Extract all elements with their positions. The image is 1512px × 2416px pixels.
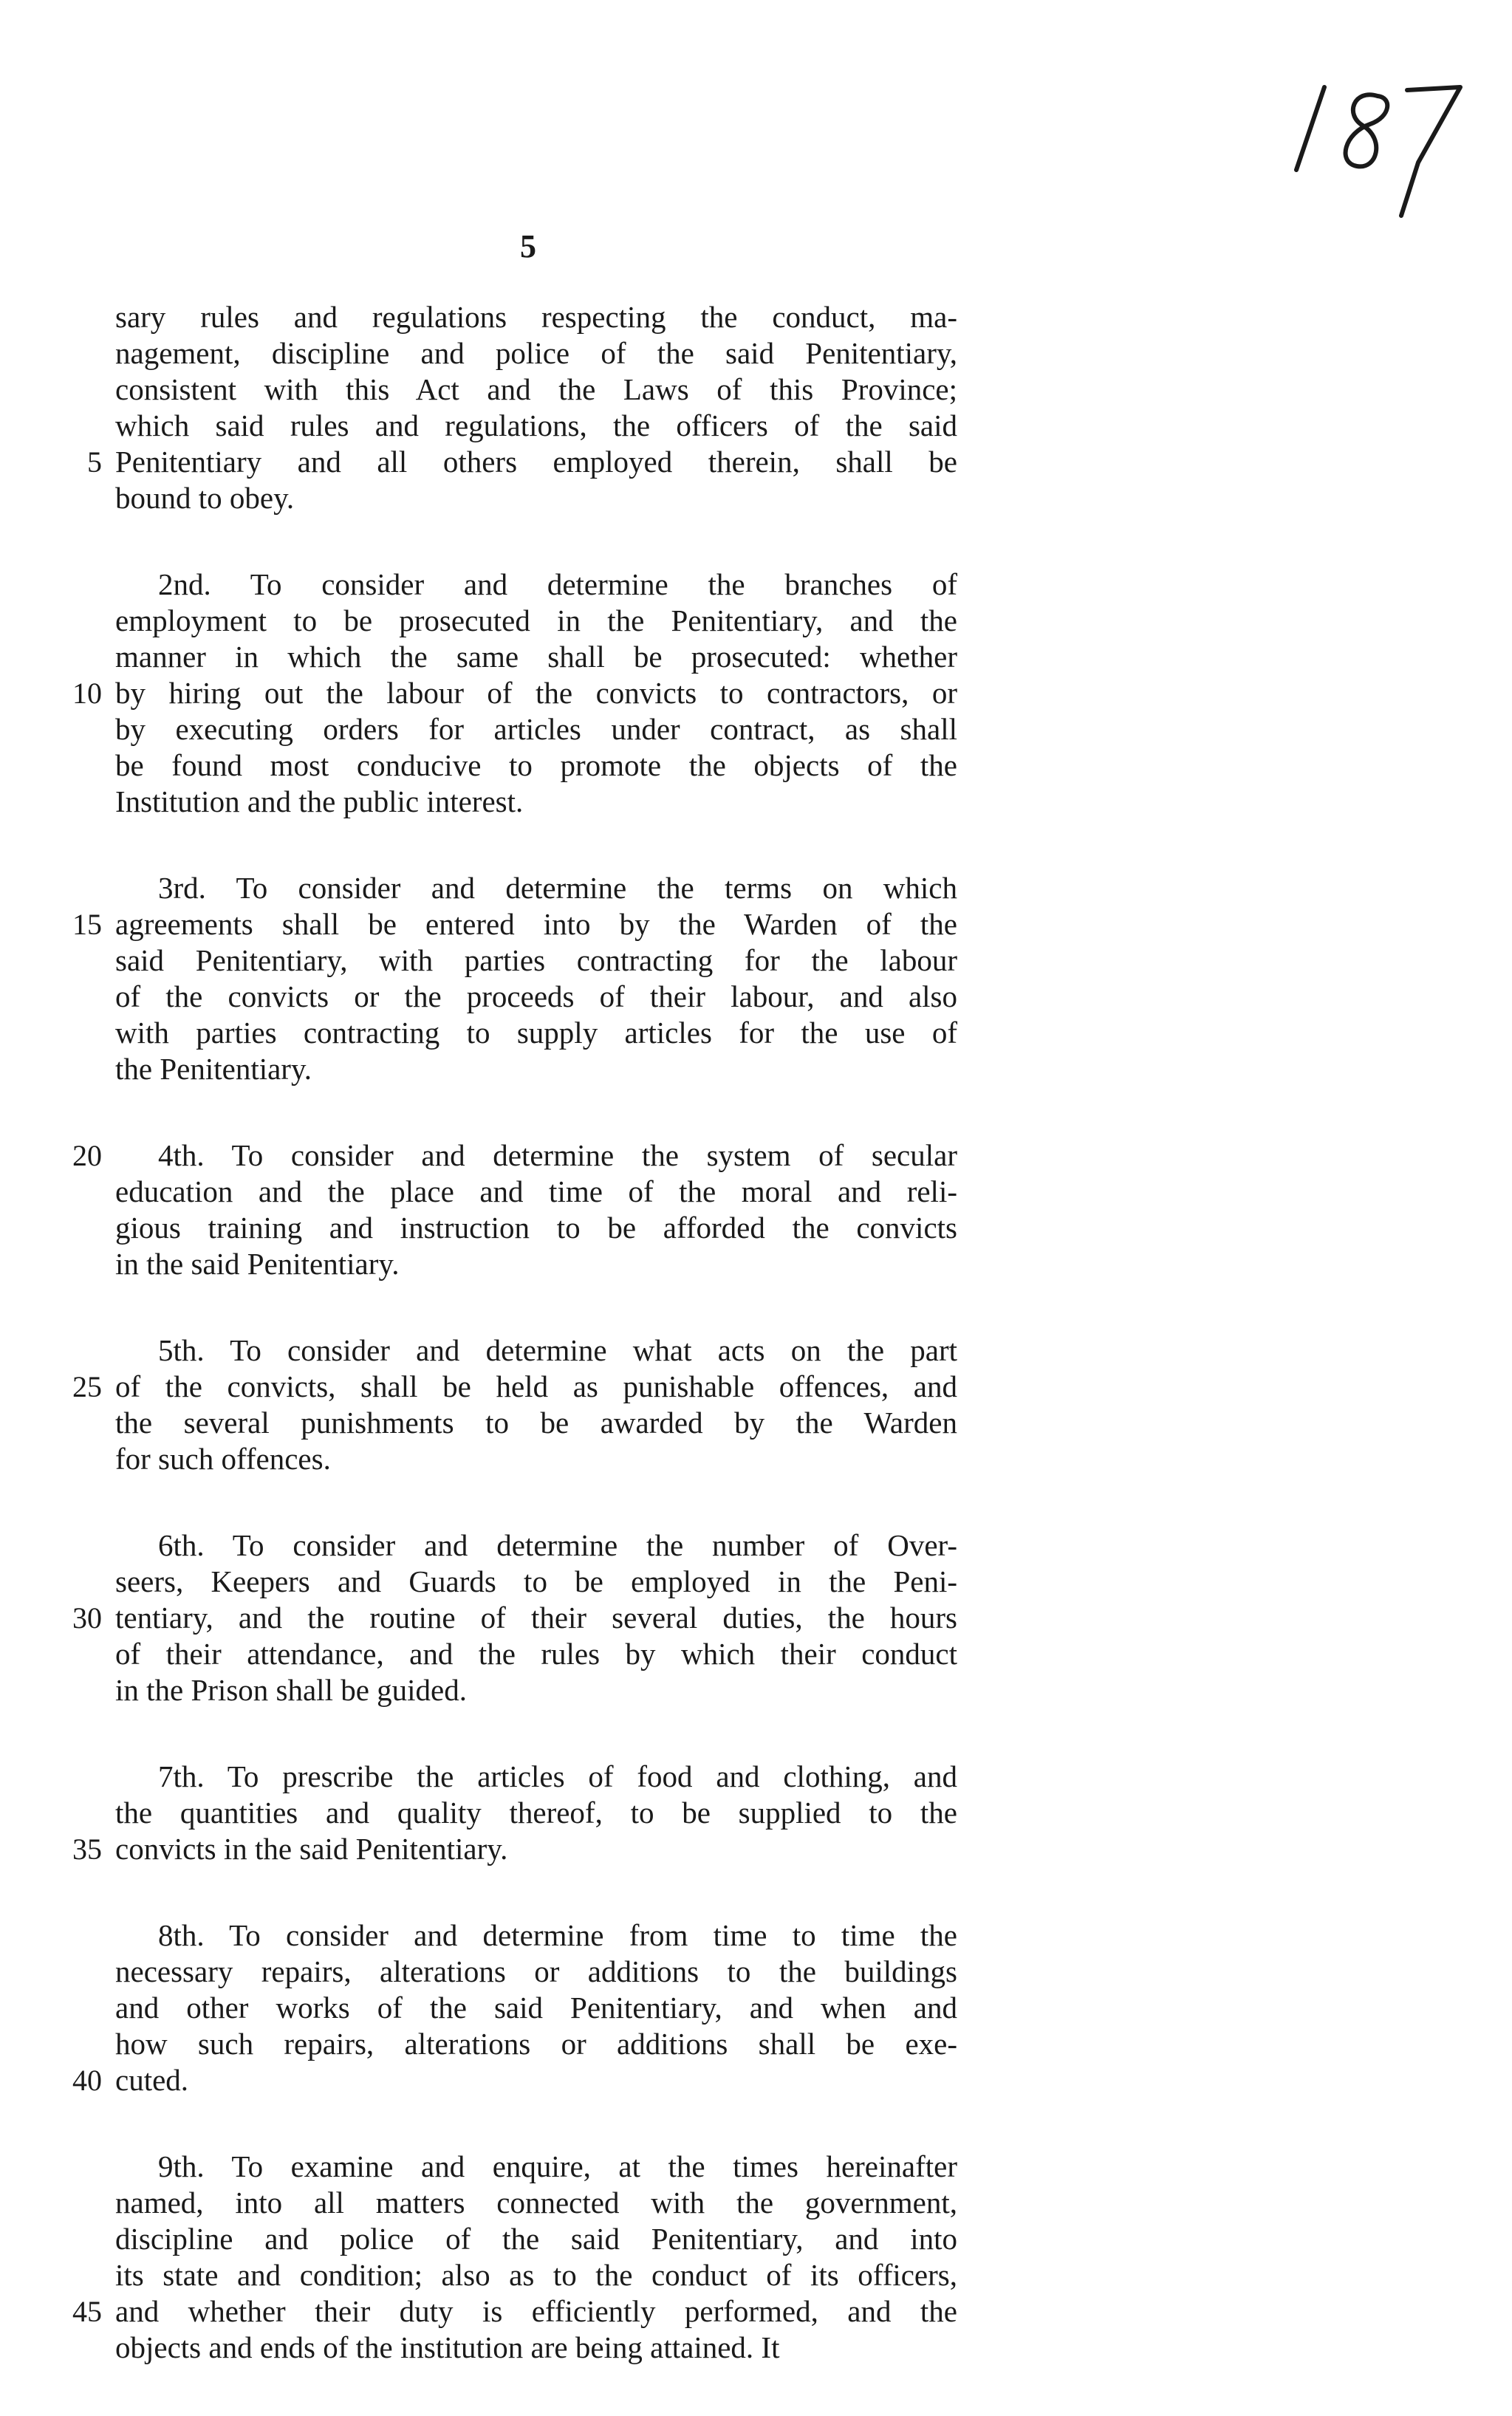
- line-number: 45: [72, 2295, 102, 2328]
- text-line: its state and condition; also as to the conduct of its officers,: [115, 2258, 957, 2292]
- text-line: employment to be prosecuted in the Penitentiary, and the: [115, 603, 957, 637]
- paragraph: [72, 1759, 957, 1867]
- text-line: discipline and police of the said Penitentiary, and into: [115, 2222, 957, 2256]
- line-number: 10: [72, 677, 102, 710]
- text-line: bound to obey.: [115, 481, 295, 515]
- text-line: of the convicts, shall be held as punishable offences, and: [115, 1369, 957, 1403]
- text-line: the several punishments to be awarded by the Warden: [115, 1406, 957, 1440]
- paragraph: [72, 1527, 957, 1708]
- paragraph: [72, 870, 957, 1087]
- text-line: objects and ends of the institution are being attained. It: [115, 2330, 780, 2364]
- text-line: manner in which the same shall be prosecuted: whether: [115, 640, 957, 674]
- text-line: convicts in the said Penitentiary.: [115, 1832, 508, 1866]
- text-line: the quantities and quality thereof, to be supplied to the: [115, 1796, 957, 1830]
- line-number: 30: [72, 1601, 102, 1635]
- text-line: 9th. To examine and enquire, at the times hereinafter: [158, 2149, 957, 2183]
- text-line: for such offences.: [115, 1442, 331, 1476]
- text-line: and whether their duty is efficiently performed, and the: [115, 2294, 957, 2328]
- paragraph: [72, 1332, 957, 1477]
- text-line: Institution and the public interest.: [115, 784, 524, 818]
- text-line: gious training and instruction to be afforded the convicts: [115, 1211, 957, 1245]
- handwritten-folio-mark: [1267, 44, 1488, 266]
- text-line: by executing orders for articles under contract, as shall: [115, 712, 957, 746]
- text-line: and other works of the said Penitentiary, and when and: [115, 1991, 957, 2025]
- text-line: 7th. To prescribe the articles of food and clothing, and: [158, 1759, 957, 1793]
- line-number: 20: [72, 1139, 102, 1172]
- text-line: agreements shall be entered into by the Warden of the: [115, 907, 957, 941]
- text-line: consistent with this Act and the Laws of this Province;: [115, 372, 957, 406]
- paragraph: [72, 1917, 957, 2098]
- paragraph: [72, 1137, 957, 1282]
- text-line: of the convicts or the proceeds of their labour, and also: [115, 979, 957, 1013]
- text-line: said Penitentiary, with parties contracting for the labour: [115, 943, 957, 977]
- page-number: 5: [520, 228, 536, 264]
- text-line: education and the place and time of the moral and reli-: [115, 1174, 957, 1208]
- text-line: by hiring out the labour of the convicts to contractors, or: [115, 676, 957, 710]
- text-line: the Penitentiary.: [115, 1052, 312, 1086]
- text-line: named, into all matters connected with the government,: [115, 2186, 957, 2220]
- text-line: 2nd. To consider and determine the branches of: [158, 567, 957, 601]
- text-line: of their attendance, and the rules by which their conduct: [115, 1637, 957, 1671]
- text-line: how such repairs, alterations or additions shall be exe-: [115, 2027, 957, 2061]
- text-line: be found most conducive to promote the objects of the: [115, 748, 957, 782]
- line-number: 15: [72, 908, 102, 941]
- text-line: 5th. To consider and determine what acts on the part: [158, 1333, 957, 1367]
- paragraph: [87, 299, 957, 516]
- text-line: 6th. To consider and determine the number of Over-: [158, 1528, 957, 1562]
- line-number: 5: [87, 445, 102, 479]
- line-number: 40: [72, 2064, 102, 2097]
- text-line: which said rules and regulations, the officers of the said: [115, 408, 957, 442]
- text-line: Penitentiary and all others employed therein, shall be: [115, 445, 957, 479]
- text-line: 4th. To consider and determine the system of secular: [158, 1138, 957, 1172]
- paragraph: [72, 2149, 957, 2366]
- text-line: cuted.: [115, 2063, 189, 2097]
- paragraph: [72, 567, 957, 820]
- text-line: 3rd. To consider and determine the terms on which: [158, 871, 957, 905]
- text-line: seers, Keepers and Guards to be employed in the Peni-: [115, 1564, 957, 1598]
- document-body: [72, 299, 957, 2416]
- text-line: necessary repairs, alterations or additions to the buildings: [115, 1954, 957, 1988]
- text-line: with parties contracting to supply articles for the use of: [115, 1016, 957, 1050]
- text-line: in the said Penitentiary.: [115, 1247, 400, 1281]
- text-line: 8th. To consider and determine from time to time the: [158, 1918, 957, 1952]
- text-line: in the Prison shall be guided.: [115, 1673, 468, 1707]
- text-line: sary rules and regulations respecting the conduct, ma-: [115, 300, 957, 334]
- line-number: 35: [72, 1832, 102, 1866]
- text-line: tentiary, and the routine of their several duties, the hours: [115, 1601, 957, 1635]
- line-number: 25: [72, 1370, 102, 1403]
- text-line: nagement, discipline and police of the said Penitentiary,: [115, 336, 957, 370]
